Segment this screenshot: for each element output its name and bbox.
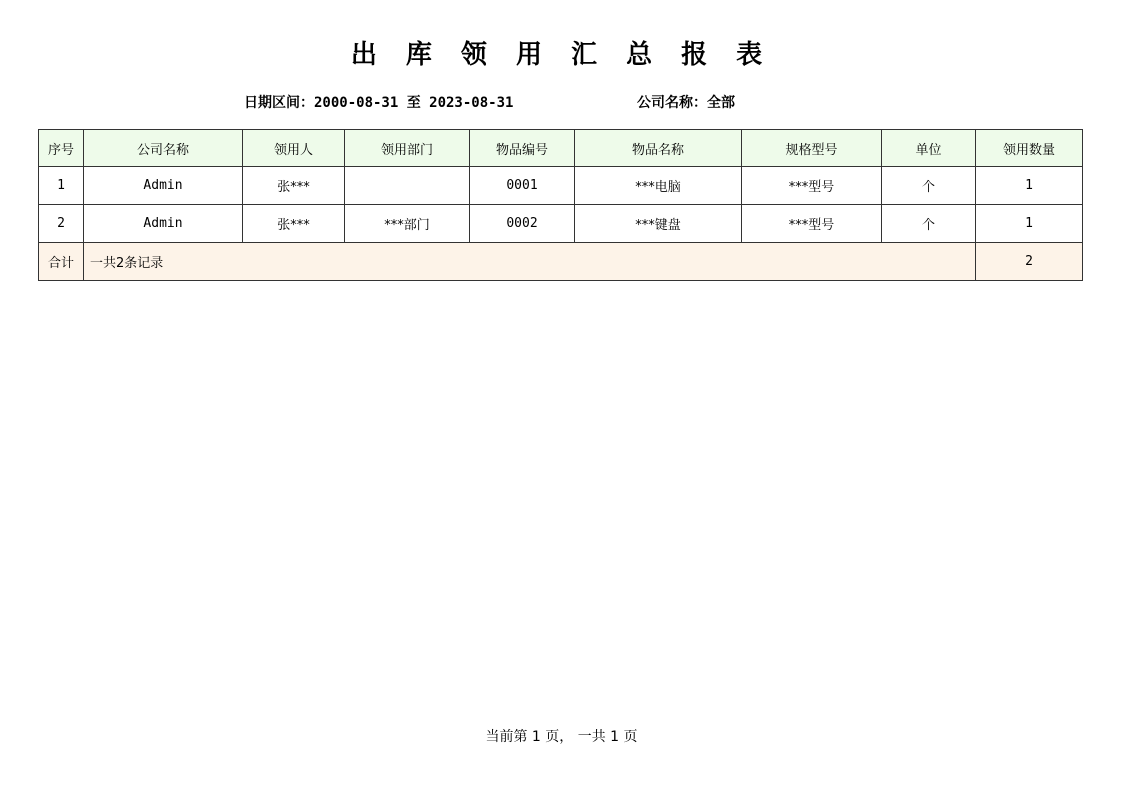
total-row (39, 243, 1083, 281)
report-table (38, 129, 1083, 281)
column-header-quantity: 领用数量 (976, 130, 1083, 167)
total-record-count: 一共2条记录 (84, 243, 976, 281)
date-range-value: 2000-08-31 至 2023-08-31 (314, 95, 514, 111)
column-header-department: 领用部门 (345, 130, 470, 167)
cell-spec: ***型号 (742, 205, 882, 243)
cell-spec: ***型号 (742, 167, 882, 205)
table-row (39, 167, 1083, 205)
cell-unit: 个 (882, 167, 976, 205)
cell-company: Admin (84, 205, 243, 243)
cell-index: 1 (39, 167, 84, 205)
cell-item-code: 0001 (470, 167, 575, 205)
table-header-row (39, 130, 1083, 167)
cell-department: ***部门 (345, 205, 470, 243)
column-header-item-name: 物品名称 (575, 130, 742, 167)
company-filter-value: 全部 (707, 95, 735, 111)
cell-item-name: ***键盘 (575, 205, 742, 243)
column-header-company: 公司名称 (84, 130, 243, 167)
cell-item-name: ***电脑 (575, 167, 742, 205)
cell-recipient: 张*** (243, 167, 345, 205)
column-header-spec: 规格型号 (742, 130, 882, 167)
total-label: 合计 (39, 243, 84, 281)
cell-item-code: 0002 (470, 205, 575, 243)
cell-department (345, 167, 470, 205)
column-header-index: 序号 (39, 130, 84, 167)
date-range (244, 92, 513, 112)
column-header-item-code: 物品编号 (470, 130, 575, 167)
cell-quantity: 1 (976, 167, 1083, 205)
column-header-recipient: 领用人 (243, 130, 345, 167)
date-range-label: 日期区间： (244, 95, 314, 111)
company-filter-label: 公司名称： (637, 95, 707, 111)
cell-quantity: 1 (976, 205, 1083, 243)
pagination-text: 当前第 1 页， 一共 1 页 (485, 729, 638, 745)
table-row (39, 205, 1083, 243)
report-title: 出 库 领 用 汇 总 报 表 (350, 40, 773, 70)
total-quantity: 2 (976, 243, 1083, 281)
cell-unit: 个 (882, 205, 976, 243)
cell-recipient: 张*** (243, 205, 345, 243)
cell-company: Admin (84, 167, 243, 205)
column-header-unit: 单位 (882, 130, 976, 167)
cell-index: 2 (39, 205, 84, 243)
company-filter (637, 92, 735, 112)
